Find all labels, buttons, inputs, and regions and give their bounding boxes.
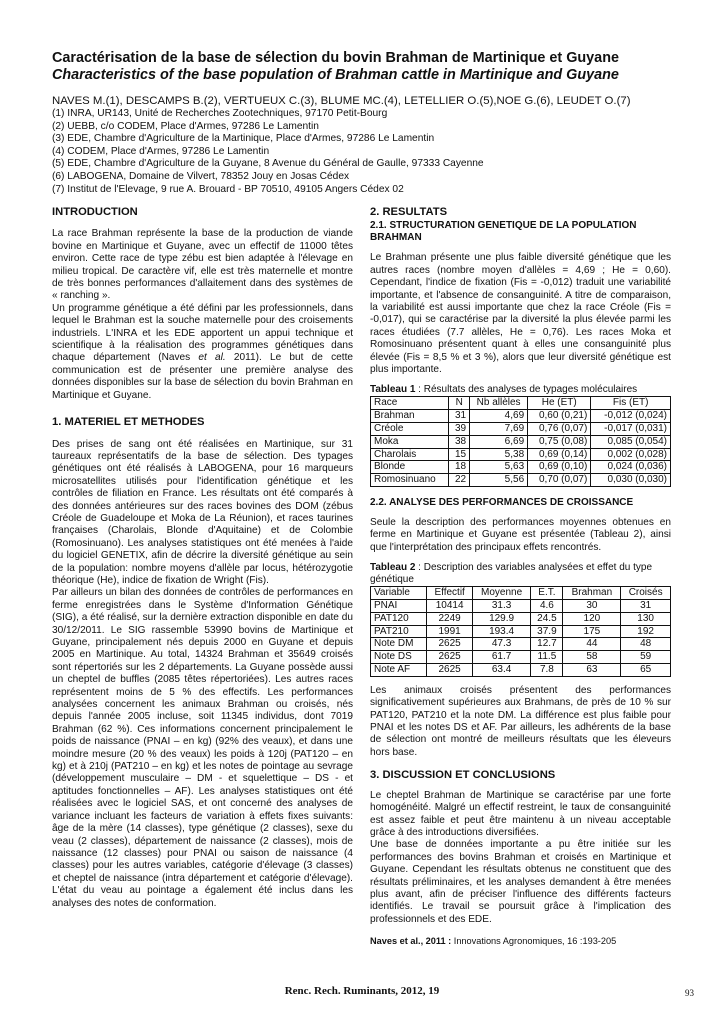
table-cell: 0,75 (0,08) (528, 435, 591, 448)
table-cell: 47.3 (472, 638, 530, 651)
table-cell: Romosinuano (371, 474, 449, 487)
table-cell: PAT120 (371, 612, 427, 625)
discussion-paragraph-1: Le cheptel Brahman de Martinique se caractérise par une forte homogénéité. Malgré un effectif restreint, le taux de consanguinité est assez faible et peut être maintenu à un niveau acceptable grâce à des introductions diversifiées. (370, 789, 671, 838)
table-cell: 4.6 (531, 600, 563, 613)
results-heading: 2. RESULTATS (370, 206, 448, 218)
table-cell: 15 (449, 448, 470, 461)
table-cell: 39 (449, 423, 470, 436)
table-header-row (371, 587, 671, 600)
table-cell: Brahman (371, 410, 449, 423)
table-cell: 63 (563, 664, 621, 677)
affiliation: (4) CODEM, Place d'Armes, 97286 Le Lamentin (52, 145, 270, 157)
table-header-cell: N (449, 397, 470, 410)
table-cell: 192 (621, 625, 671, 638)
table-cell: 59 (621, 651, 671, 664)
table-cell: 0,76 (0,07) (528, 423, 591, 436)
table-cell: 0,002 (0,028) (591, 448, 671, 461)
title-french: Caractérisation de la base de sélection du bovin Brahman de Martinique et Guyane (52, 50, 619, 66)
table-cell: 2625 (427, 664, 472, 677)
table-cell: 38 (449, 435, 470, 448)
table2-caption: Tableau 2 : Description des variables analysées et effet du type génétique (370, 562, 653, 586)
reference: Naves et al., 2011 : Innovations Agronomiques, 16 :193-205 (370, 936, 617, 947)
table-cell: 10414 (427, 600, 472, 613)
table-header-cell: E.T. (531, 587, 563, 600)
table-row (371, 664, 671, 677)
right-column (370, 206, 671, 957)
table-cell: 24.5 (531, 612, 563, 625)
page-number: 93 (685, 988, 694, 998)
table-cell: 1991 (427, 625, 472, 638)
methods-paragraph-1: Des prises de sang ont été réalisées en Martinique, sur 31 taureaux représentatifs de la base de sélection. Des typages génétiques ont été réalisés à LABOGENA, pour 16 marqueurs microsatellites utilisés pour l'identification génétique et les contrôles de filiation en France. Les résultats ont été comparés à des données antérieures sur des races bovines des DOM (zébus Créole de Guadeloupe et Moka de La Réunion), et races taurines françaises (Charolais, Blonde d'Aquitaine) et de Colombie (Romosinuano). Les analyses statistiques ont été menées à l'aide du logiciel GENETIX, afin de décrire la diversité génétique au sein de la population: nombre moyens d'allèle par locus, hétérozygotie théorique (He), indice de fixation de Wright (Fis). (52, 438, 353, 586)
table-header-cell: Race (371, 397, 449, 410)
table-cell: 11.5 (531, 651, 563, 664)
results-subheading-2: 2.2. ANALYSE DES PERFORMANCES DE CROISSANCE (370, 497, 634, 509)
left-column (52, 206, 353, 910)
table-cell: 5,56 (470, 474, 528, 487)
table-cell: PAT210 (371, 625, 427, 638)
table-cell: 2625 (427, 651, 472, 664)
table-header-cell: Variable (371, 587, 427, 600)
table1-caption: Tableau 1 : Résultats des analyses de typages moléculaires (370, 384, 638, 396)
table-cell: 58 (563, 651, 621, 664)
footer: Renc. Rech. Ruminants, 2012, 19 (284, 985, 440, 997)
table-cell: 0,69 (0,10) (528, 461, 591, 474)
table-cell: 5,38 (470, 448, 528, 461)
table-cell: 7.8 (531, 664, 563, 677)
table-cell: 4,69 (470, 410, 528, 423)
table-cell: 175 (563, 625, 621, 638)
table-row (371, 612, 671, 625)
discussion-paragraph-2: Une base de données importante a pu être initiée sur les performances des bovins Brahman et croisés en Martinique et Guyane. Cependant les résultats obtenus ne constituent que des résultats préliminaires, et les analyses demandent à être menées plus avant, afin de préciser l'influence des différents facteurs identifiés. Le travail se poursuit grâce à l'implication des professionnels et des EDE. (370, 839, 671, 925)
table-row (371, 474, 671, 487)
affiliation: (7) Institut de l'Elevage, 9 rue A. Brouard - BP 70510, 49105 Angers Cédex 02 (52, 183, 404, 195)
table-cell: 120 (563, 612, 621, 625)
table-cell: 65 (621, 664, 671, 677)
intro-heading: INTRODUCTION (52, 206, 138, 218)
table-row (371, 461, 671, 474)
table-cell: 5,63 (470, 461, 528, 474)
table-cell: 0,69 (0,14) (528, 448, 591, 461)
table-growth-performance (370, 586, 671, 677)
table-cell: 0,60 (0,21) (528, 410, 591, 423)
table-cell: Note DM (371, 638, 427, 651)
table-cell: Moka (371, 435, 449, 448)
table-cell: -0,012 (0,024) (591, 410, 671, 423)
table-row (371, 625, 671, 638)
table-cell: 48 (621, 638, 671, 651)
affiliation: (5) EDE, Chambre d'Agriculture de la Guyane, 8 Avenue du Général de Gaulle, 97333 Cayenne (52, 158, 484, 170)
table-cell: Blonde (371, 461, 449, 474)
table-header-cell: Moyenne (472, 587, 530, 600)
table-cell: 31 (449, 410, 470, 423)
table-cell: 129.9 (472, 612, 530, 625)
table-cell: 31.3 (472, 600, 530, 613)
table-cell: 31 (621, 600, 671, 613)
table-cell: 22 (449, 474, 470, 487)
table-cell: 6,69 (470, 435, 528, 448)
methods-heading: 1. MATERIEL ET METHODES (52, 416, 205, 429)
table-header-cell: Effectif (427, 587, 472, 600)
table-row (371, 423, 671, 436)
table-row (371, 435, 671, 448)
affiliation: (6) LABOGENA, Domaine de Vilvert, 78352 Jouy en Josas Cédex (52, 170, 350, 182)
results-paragraph-3: Les animaux croisés présentent des performances significativement supérieures aux Brahmans, de près de 10 % sur PAT120, PAT210 et la note DM. La différence est plus faible pour PNAI et les notes DS et AF. Par ailleurs, les adhérents de la base de sélection ont montré de meilleurs résultats que les éleveurs hors base. (370, 684, 671, 758)
title-english: Characteristics of the base population of Brahman cattle in Martinique and Guyane (52, 67, 619, 83)
table-cell: 44 (563, 638, 621, 651)
table-cell: 30 (563, 600, 621, 613)
table-cell: 61.7 (472, 651, 530, 664)
table-row (371, 410, 671, 423)
table-cell: 193.4 (472, 625, 530, 638)
results-paragraph-2: Seule la description des performances moyennes obtenues en ferme en Martinique et Guyane est présentée (Tableau 2), ainsi que l'interprétation des principaux effets rencontrés. (370, 517, 671, 553)
intro-paragraph-2: Un programme génétique a été défini par les professionnels, dans lequel le Brahman est la souche maternelle pour des croisements industriels. L'INRA et les EDE apportent un appui technique et scientifique à la réalisation des programmes génétiques dans chaque département (Naves et al. 2011). Le but de cette communication est de présenter une première analyse des données disponibles sur la base de sélection du bovin Brahman en Martinique et Guyane. (52, 302, 353, 401)
table-row (371, 600, 671, 613)
paper-header (52, 50, 692, 196)
table-cell: 2249 (427, 612, 472, 625)
authors: NAVES M.(1), DESCAMPS B.(2), VERTUEUX C.(3), BLUME MC.(4), LETELLIER O.(5),NOE G.(6), LEUDET O.(7) (52, 95, 631, 107)
table-cell: 18 (449, 461, 470, 474)
table-header-cell: Brahman (563, 587, 621, 600)
table-header-cell: He (ET) (528, 397, 591, 410)
affiliations (52, 108, 692, 196)
table-cell: Créole (371, 423, 449, 436)
table-row (371, 651, 671, 664)
table-cell: -0,017 (0,031) (591, 423, 671, 436)
methods-paragraph-2: Par ailleurs un bilan des données de contrôles de performances en ferme enregistrées dans le Système d'Information Génétique (SIG), a été réalisé, sur la dernière extraction disponible en date du 30/12/2011. Le SIG rassemble 53990 bovins de Martinique et Guyane, principalement nés depuis 2000 en Guyane et depuis 2005 en Martinique. Au total, 14324 Brahman et 35649 croisés sont répertoriés sur les 2 départements. La Guyane possède aussi un cheptel de buffles (2085 têtes répertoriées). Les autres races représentent moins de 5 % des effectifs. Les performances analysées concernent les animaux Brahman ou croisés, nés depuis l'année 2005 incluse, soit 11345 individus, dont 7019 Brahman (62 %). Ces informations concernent principalement le poids de naissance (PNAI – en kg) (92% des veaux), et dans une moindre mesure (20 % des veaux) les poids à 120j (PAT120 – en kg) et à 210j (PAT210 – en kg) et les notes de pointage au sevrage (développement musculaire – DM - et squelettique – DS - et aptitudes fonctionnelles – AF). Les analyses statistiques ont été réalisées avec le logiciel SAS, et ont concerné des analyses de variance incluant les facteurs de variation à effets fixes suivants: âge de la mère (14 classes), type génétique (2 classes), sexe du veau (2 classes), département de naissance (2 classes), mois de naissance (12 classes) pour PNAI ou saison de naissance (4 classes) pour les autres variables, catégorie d'élevage (3 classes) et cheptel de naissance (intra département et catégorie d'élevage). L'état du veau au pointage a également été inclus dans les analyses des notes de conformation. (52, 587, 353, 909)
discussion-heading: 3. DISCUSSION ET CONCLUSIONS (370, 769, 556, 782)
intro-paragraph-1: La race Brahman représente la base de la production de viande bovine en Martinique et Guyane, avec un effectif de 11000 têtes environ. Cette race de type zébu est bien adaptée à l'élevage en milieu tropical. De caractère vif, elle est très maternelle et montre de très bonnes performances d'allaitement dans des systèmes de « ranching ». (52, 228, 353, 302)
table-cell: 12.7 (531, 638, 563, 651)
table-header-cell: Croisés (621, 587, 671, 600)
table-cell: Note AF (371, 664, 427, 677)
affiliation: (3) EDE, Chambre d'Agriculture de la Martinique, Place d'Armes, 97286 Le Lamentin (52, 133, 435, 145)
affiliation: (1) INRA, UR143, Unité de Recherches Zootechniques, 97170 Petit-Bourg (52, 108, 388, 119)
table-cell: 130 (621, 612, 671, 625)
table-header-cell: Fis (ET) (591, 397, 671, 410)
results-subheading-1: 2.1. STRUCTURATION GENETIQUE DE LA POPULATION BRAHMAN (370, 220, 637, 244)
table-cell: 0,024 (0,036) (591, 461, 671, 474)
table-cell: 7,69 (470, 423, 528, 436)
affiliation: (2) UEBB, c/o CODEM, Place d'Armes, 97286 Le Lamentin (52, 120, 319, 132)
table-cell: 37.9 (531, 625, 563, 638)
table-cell: Charolais (371, 448, 449, 461)
table-molecular-typing (370, 396, 671, 487)
table-cell: PNAI (371, 600, 427, 613)
table-header-row (371, 397, 671, 410)
results-paragraph-1: Le Brahman présente une plus faible diversité génétique que les autres races (nombre moyen d'allèles = 4,69 ; He = 0,60). Cependant, l'indice de fixation (Fis = -0,012) traduit une variabilité importante, et l'absence de consanguinité. A titre de comparaison, la variabilité est aussi importante que chez la race Créole (Fis = -0,017), qui se caractérise par la diversité la plus élevée parmi les races étudiées (7.7 allèles, He = 0,76). Les races Moka et Romosinuano présentent quant à elles une consanguinité plus élevée (Fis = 8,5 % et 3 %), alors que leur diversité génétique est plus importante. (370, 252, 671, 376)
table-cell: 0,030 (0,030) (591, 474, 671, 487)
table-cell: 0,70 (0,07) (528, 474, 591, 487)
table-cell: 63.4 (472, 664, 530, 677)
table-row (371, 638, 671, 651)
table-header-cell: Nb allèles (470, 397, 528, 410)
table-cell: 2625 (427, 638, 472, 651)
table-row (371, 448, 671, 461)
table-cell: 0,085 (0,054) (591, 435, 671, 448)
table-cell: Note DS (371, 651, 427, 664)
